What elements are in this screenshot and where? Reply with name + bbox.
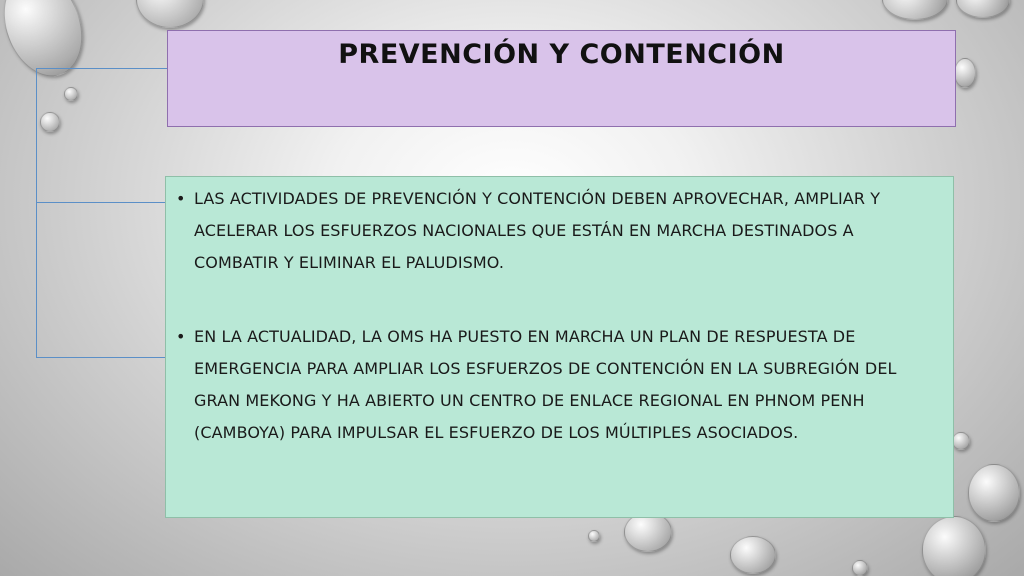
connector-line: [36, 68, 167, 69]
bullet-text: EN LA ACTUALIDAD, LA OMS HA PUESTO EN MARCHA UN PLAN DE RESPUESTA DE EMERGENCIA PARA AMPLIAR LOS ESFUERZOS DE CONTENCIÓN EN LA SUBREGIÓN DEL GRAN MEKONG Y HA ABIERTO UN CENTRO DE ENLACE REGIONAL EN PHNOM PENH (CAMBOYA) PARA IMPULSAR EL ESFUERZO DE LOS MÚLTIPLES ASOCIADOS.: [194, 327, 897, 442]
slide-title: PREVENCIÓN Y CONTENCIÓN: [338, 39, 785, 70]
water-drop-decoration: [956, 0, 1010, 18]
water-drop-decoration: [136, 0, 204, 28]
bullet-icon: •: [176, 189, 186, 208]
content-box: [165, 176, 954, 518]
bullet-item: [174, 321, 939, 449]
water-drop-decoration: [852, 560, 868, 576]
water-drop-decoration: [922, 516, 986, 576]
water-drop-decoration: [588, 530, 600, 542]
bullet-item: [174, 183, 939, 279]
bullet-icon: •: [176, 327, 186, 346]
bullet-text: LAS ACTIVIDADES DE PREVENCIÓN Y CONTENCIÓN DEBEN APROVECHAR, AMPLIAR Y ACELERAR LOS ESFUERZOS NACIONALES QUE ESTÁN EN MARCHA DESTINADOS A COMBATIR Y ELIMINAR EL PALUDISMO.: [194, 189, 881, 272]
water-drop-decoration: [0, 0, 96, 87]
water-drop-decoration: [968, 464, 1020, 522]
water-drop-decoration: [40, 112, 60, 132]
title-box: [167, 30, 956, 127]
water-drop-decoration: [882, 0, 948, 20]
water-drop-decoration: [64, 87, 78, 101]
water-drop-decoration: [624, 512, 672, 552]
connector-line: [36, 202, 165, 203]
water-drop-decoration: [952, 432, 970, 450]
connector-line: [36, 68, 37, 358]
water-drop-decoration: [730, 536, 776, 574]
connector-line: [36, 357, 165, 358]
bullet-list: [166, 177, 953, 449]
water-drop-decoration: [954, 58, 976, 88]
